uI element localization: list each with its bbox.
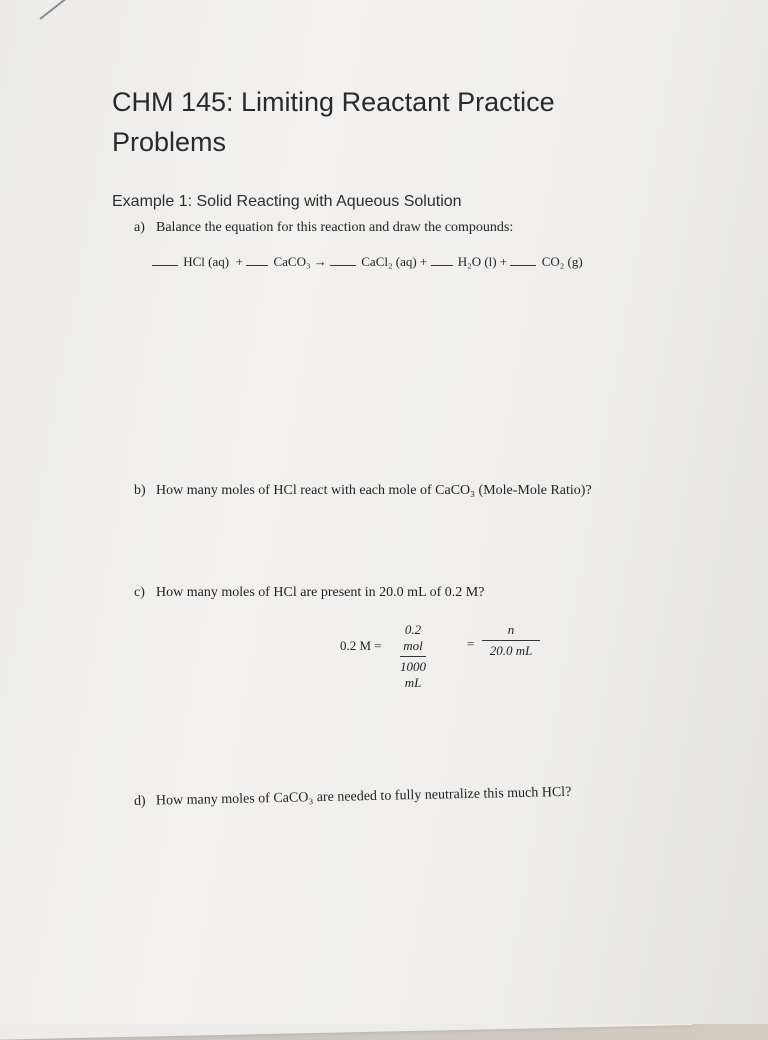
fraction-unknown [482, 622, 540, 659]
plus-sign: + [235, 254, 243, 269]
plus-sign: + [419, 254, 428, 269]
question-d-text: How many moles of CaCO₃ are needed to fully neutralize this much HCl? [155, 784, 572, 809]
question-b [134, 483, 592, 499]
plus-sign: + [499, 254, 508, 269]
fraction-unknown-numerator: n [482, 622, 540, 641]
example-heading: Example 1: Solid Reacting with Aqueous Solution [112, 193, 462, 210]
calc-lhs: 0.2 M = [340, 638, 382, 653]
question-a-letter: a) [134, 220, 145, 235]
question-c-letter: c) [134, 585, 145, 600]
reactant-caco3: CaCO₃ [273, 254, 311, 269]
coefficient-blank-h2o [431, 255, 453, 266]
reaction-arrow: → [313, 254, 327, 269]
fraction-given-numerator: 0.2 mol [400, 622, 426, 657]
question-b-text: How many moles of HCl react with each mole of CaCO₃ (Mole-Mole Ratio)? [156, 483, 592, 498]
question-d [134, 785, 572, 810]
product-h2o: H₂O (l) [457, 254, 497, 269]
fraction-given [400, 622, 426, 691]
product-co2: CO₂ (g) [541, 254, 583, 269]
product-cacl2: CaCl₂ (aq) [361, 254, 417, 269]
reactant-hcl: HCl (aq) [183, 254, 230, 269]
chemical-equation [152, 254, 583, 270]
question-d-letter: d) [133, 793, 146, 809]
coefficient-blank-hcl [152, 255, 178, 266]
coefficient-blank-cacl2 [330, 255, 356, 266]
question-a [134, 220, 513, 236]
question-b-letter: b) [134, 483, 146, 498]
pencil-mark [39, 0, 72, 20]
question-a-text: Balance the equation for this reaction and draw the compounds: [156, 220, 514, 235]
fraction-unknown-denominator: 20.0 mL [489, 643, 533, 658]
coefficient-blank-co2 [510, 255, 536, 266]
page-title: CHM 145: Limiting Reactant Practice Problems [112, 87, 555, 157]
question-c [134, 585, 484, 601]
coefficient-blank-caco3 [246, 255, 268, 266]
question-c-text: How many moles of HCl are present in 20.0 mL of 0.2 M? [156, 585, 485, 600]
fraction-given-denominator: 1000 mL [400, 659, 426, 690]
calc-equals: = [467, 636, 475, 651]
